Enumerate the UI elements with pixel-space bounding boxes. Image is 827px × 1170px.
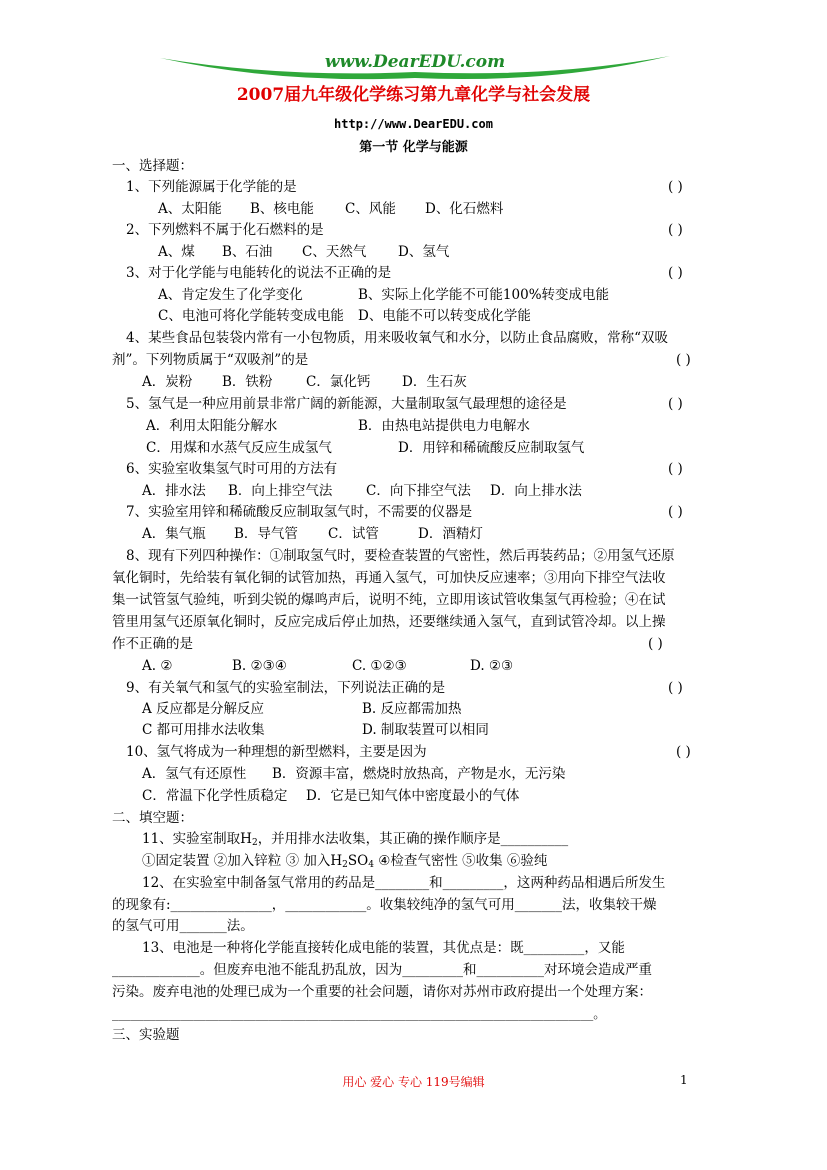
q6-opt-a: A．排水法 (142, 483, 206, 499)
q2-opt-d: D、氢气 (398, 244, 450, 260)
q8-line1: 8、现有下列四种操作：①制取氢气时，要检查装置的气密性，然后再装药品；②用氢气还原 (126, 548, 675, 564)
q6-answer-paren: ( ) (668, 461, 683, 477)
q7-answer-paren: ( ) (668, 504, 683, 520)
q8-opt-c: C. ①②③ (352, 658, 407, 674)
q1-opt-d: D、化石燃料 (425, 201, 504, 217)
q4-stem-line1: 4、某些食品包装袋内常有一小包物质，用来吸收氧气和水分，以防止食品腐败，常称“双吸 (126, 330, 668, 346)
q2-stem: 2、下列燃料不属于化石燃料的是 (126, 222, 324, 238)
q9-answer-paren: ( ) (668, 680, 683, 696)
q5-stem: 5、氢气是一种应用前景非常广阔的新能源，大量制取氢气最理想的途径是 (126, 396, 567, 412)
q9-opt-a: A 反应都是分解反应 (142, 701, 265, 717)
q11-steps: ①固定装置 ②加入锌粒 ③ 加入$H_2SO_4$ ④检查气密性 ⑤收集 ⑥验纯 (142, 853, 548, 870)
q7-opt-d: D．酒精灯 (418, 526, 483, 542)
q4-answer-paren: ( ) (676, 352, 691, 368)
q13-line1: 13、电池是一种将化学能直接转化成电能的装置，其优点是：既_________，又能 (142, 940, 625, 956)
q5-answer-paren: ( ) (668, 396, 683, 412)
q9-opt-b: B. 反应都需加热 (362, 701, 462, 717)
q4-opt-a: A．炭粉 (142, 374, 193, 390)
q8-opt-a: A. ② (142, 658, 173, 674)
q5-opt-c: C．用煤和水蒸气反应生成氢气 (146, 440, 332, 456)
q3-opt-b: B、实际上化学能不可能100%转变成电能 (358, 287, 610, 303)
q4-stem-line2: 剂”。下列物质属于“双吸剂”的是 (112, 352, 309, 368)
q5-opt-b: B．由热电站提供电力电解水 (358, 418, 530, 434)
site-name: www.DearEDU.com (324, 52, 506, 72)
q8-line3: 集一试管氢气验纯，听到尖锐的爆鸣声后，说明不纯，立即用该试管收集氢气再检验；④在试 (112, 592, 666, 608)
q2-opt-a: A、煤 (158, 244, 195, 260)
q2-answer-paren: ( ) (668, 222, 683, 238)
q11-stem: 11、实验室制取$H_2$，并用排水法收集，其正确的操作顺序是__________ (142, 831, 569, 848)
q7-opt-c: C．试管 (328, 526, 379, 542)
q3-stem: 3、对于化学能与电能转化的说法不正确的是 (126, 265, 392, 281)
q6-opt-b: B．向上排空气法 (228, 483, 333, 499)
q9-stem: 9、有关氧气和氢气的实验室制法，下列说法正确的是 (126, 680, 446, 696)
q7-stem: 7、实验室用锌和稀硫酸反应制取氢气时，不需要的仪器是 (126, 504, 473, 520)
q6-opt-d: D．向上排水法 (490, 483, 582, 499)
footer-text: 用心 爱心 专心 119号编辑 (342, 1075, 485, 1089)
q1-opt-b: B、核电能 (250, 201, 314, 217)
q8-opt-d: D. ②③ (470, 658, 514, 674)
q5-opt-d: D．用锌和稀硫酸反应制取氢气 (398, 440, 585, 456)
q12-line3: 的氢气可用_______法。 (112, 918, 254, 934)
q13-line2: _____________。但废弃电池不能乱扔乱放，因为_________和__________对环境会造成严重 (112, 962, 652, 978)
q8-answer-paren: ( ) (648, 636, 663, 652)
q8-line5: 作不正确的是 (112, 636, 193, 652)
q7-opt-b: B．导气管 (234, 526, 298, 542)
q9-opt-d: D. 制取装置可以相同 (362, 722, 489, 738)
q6-opt-c: C．向下排空气法 (366, 483, 471, 499)
q4-opt-d: D．生石灰 (402, 374, 467, 390)
q6-stem: 6、实验室收集氢气时可用的方法有 (126, 461, 338, 477)
q8-opt-b: B. ②③④ (232, 658, 287, 674)
q10-opt-a: A．氢气有还原性 (142, 766, 247, 782)
q10-opt-d: D．它是已知气体中密度最小的气体 (306, 788, 520, 804)
q13-line3: 污染。废弃电池的处理已成为一个重要的社会问题，请你对苏州市政府提出一个处理方案： (112, 984, 652, 1000)
q10-opt-b: B．资源丰富，燃烧时放热高，产物是水，无污染 (272, 766, 566, 782)
q3-opt-c: C、电池可将化学能转变成电能 (158, 308, 344, 324)
q10-opt-c: C．常温下化学性质稳定 (142, 788, 288, 804)
q2-opt-c: C、天然气 (302, 244, 367, 260)
q10-answer-paren: ( ) (676, 744, 691, 760)
part2-heading: 二、填空题： (112, 810, 193, 826)
q3-opt-a: A、肯定发生了化学变化 (158, 287, 303, 303)
q4-opt-c: C．氯化钙 (306, 374, 371, 390)
q8-line4: 管里用氢气还原氧化铜时，反应完成后停止加热，还要继续通入氢气，直到试管冷却。以上操 (112, 614, 666, 630)
q9-opt-c: C 都可用排水法收集 (142, 722, 265, 738)
site-logo (160, 48, 670, 82)
part3-heading: 三、实验题 (112, 1027, 180, 1043)
q1-opt-c: C、风能 (345, 201, 396, 217)
q13-line4: _____________________________________________________________________________。 (112, 1006, 606, 1021)
q7-opt-a: A．集气瓶 (142, 526, 206, 542)
page-title: 2007届九年级化学练习第九章化学与社会发展 (236, 85, 591, 105)
q1-opt-a: A、太阳能 (158, 201, 222, 217)
q8-line2: 氧化铜时，先给装有氧化铜的试管加热，再通入氢气，可加快反应速率；③用向下排空气法收 (112, 570, 666, 586)
q2-opt-b: B、石油 (222, 244, 273, 260)
site-url[interactable]: http://www.DearEDU.com (334, 117, 493, 131)
q4-opt-b: B．铁粉 (222, 374, 273, 390)
q5-opt-a: A．利用太阳能分解水 (146, 418, 278, 434)
q1-stem: 1、下列能源属于化学能的是 (126, 179, 297, 195)
q3-answer-paren: ( ) (668, 265, 683, 281)
q3-opt-d: D、电能不可以转变成化学能 (358, 308, 531, 324)
q12-line1: 12、在实验室中制备氢气常用的药品是________和_________，这两种药品相遇后所发生 (142, 875, 666, 891)
page-number: 1 (680, 1073, 688, 1087)
part1-heading: 一、选择题： (112, 158, 193, 174)
q12-line2: 的现象有:_______________，____________。收集较纯净的氢气可用_______法，收集较干燥 (112, 897, 657, 913)
q10-stem: 10、氢气将成为一种理想的新型燃料，主要是因为 (126, 744, 427, 760)
q1-answer-paren: ( ) (668, 179, 683, 195)
section-title: 第一节 化学与能源 (359, 140, 468, 155)
